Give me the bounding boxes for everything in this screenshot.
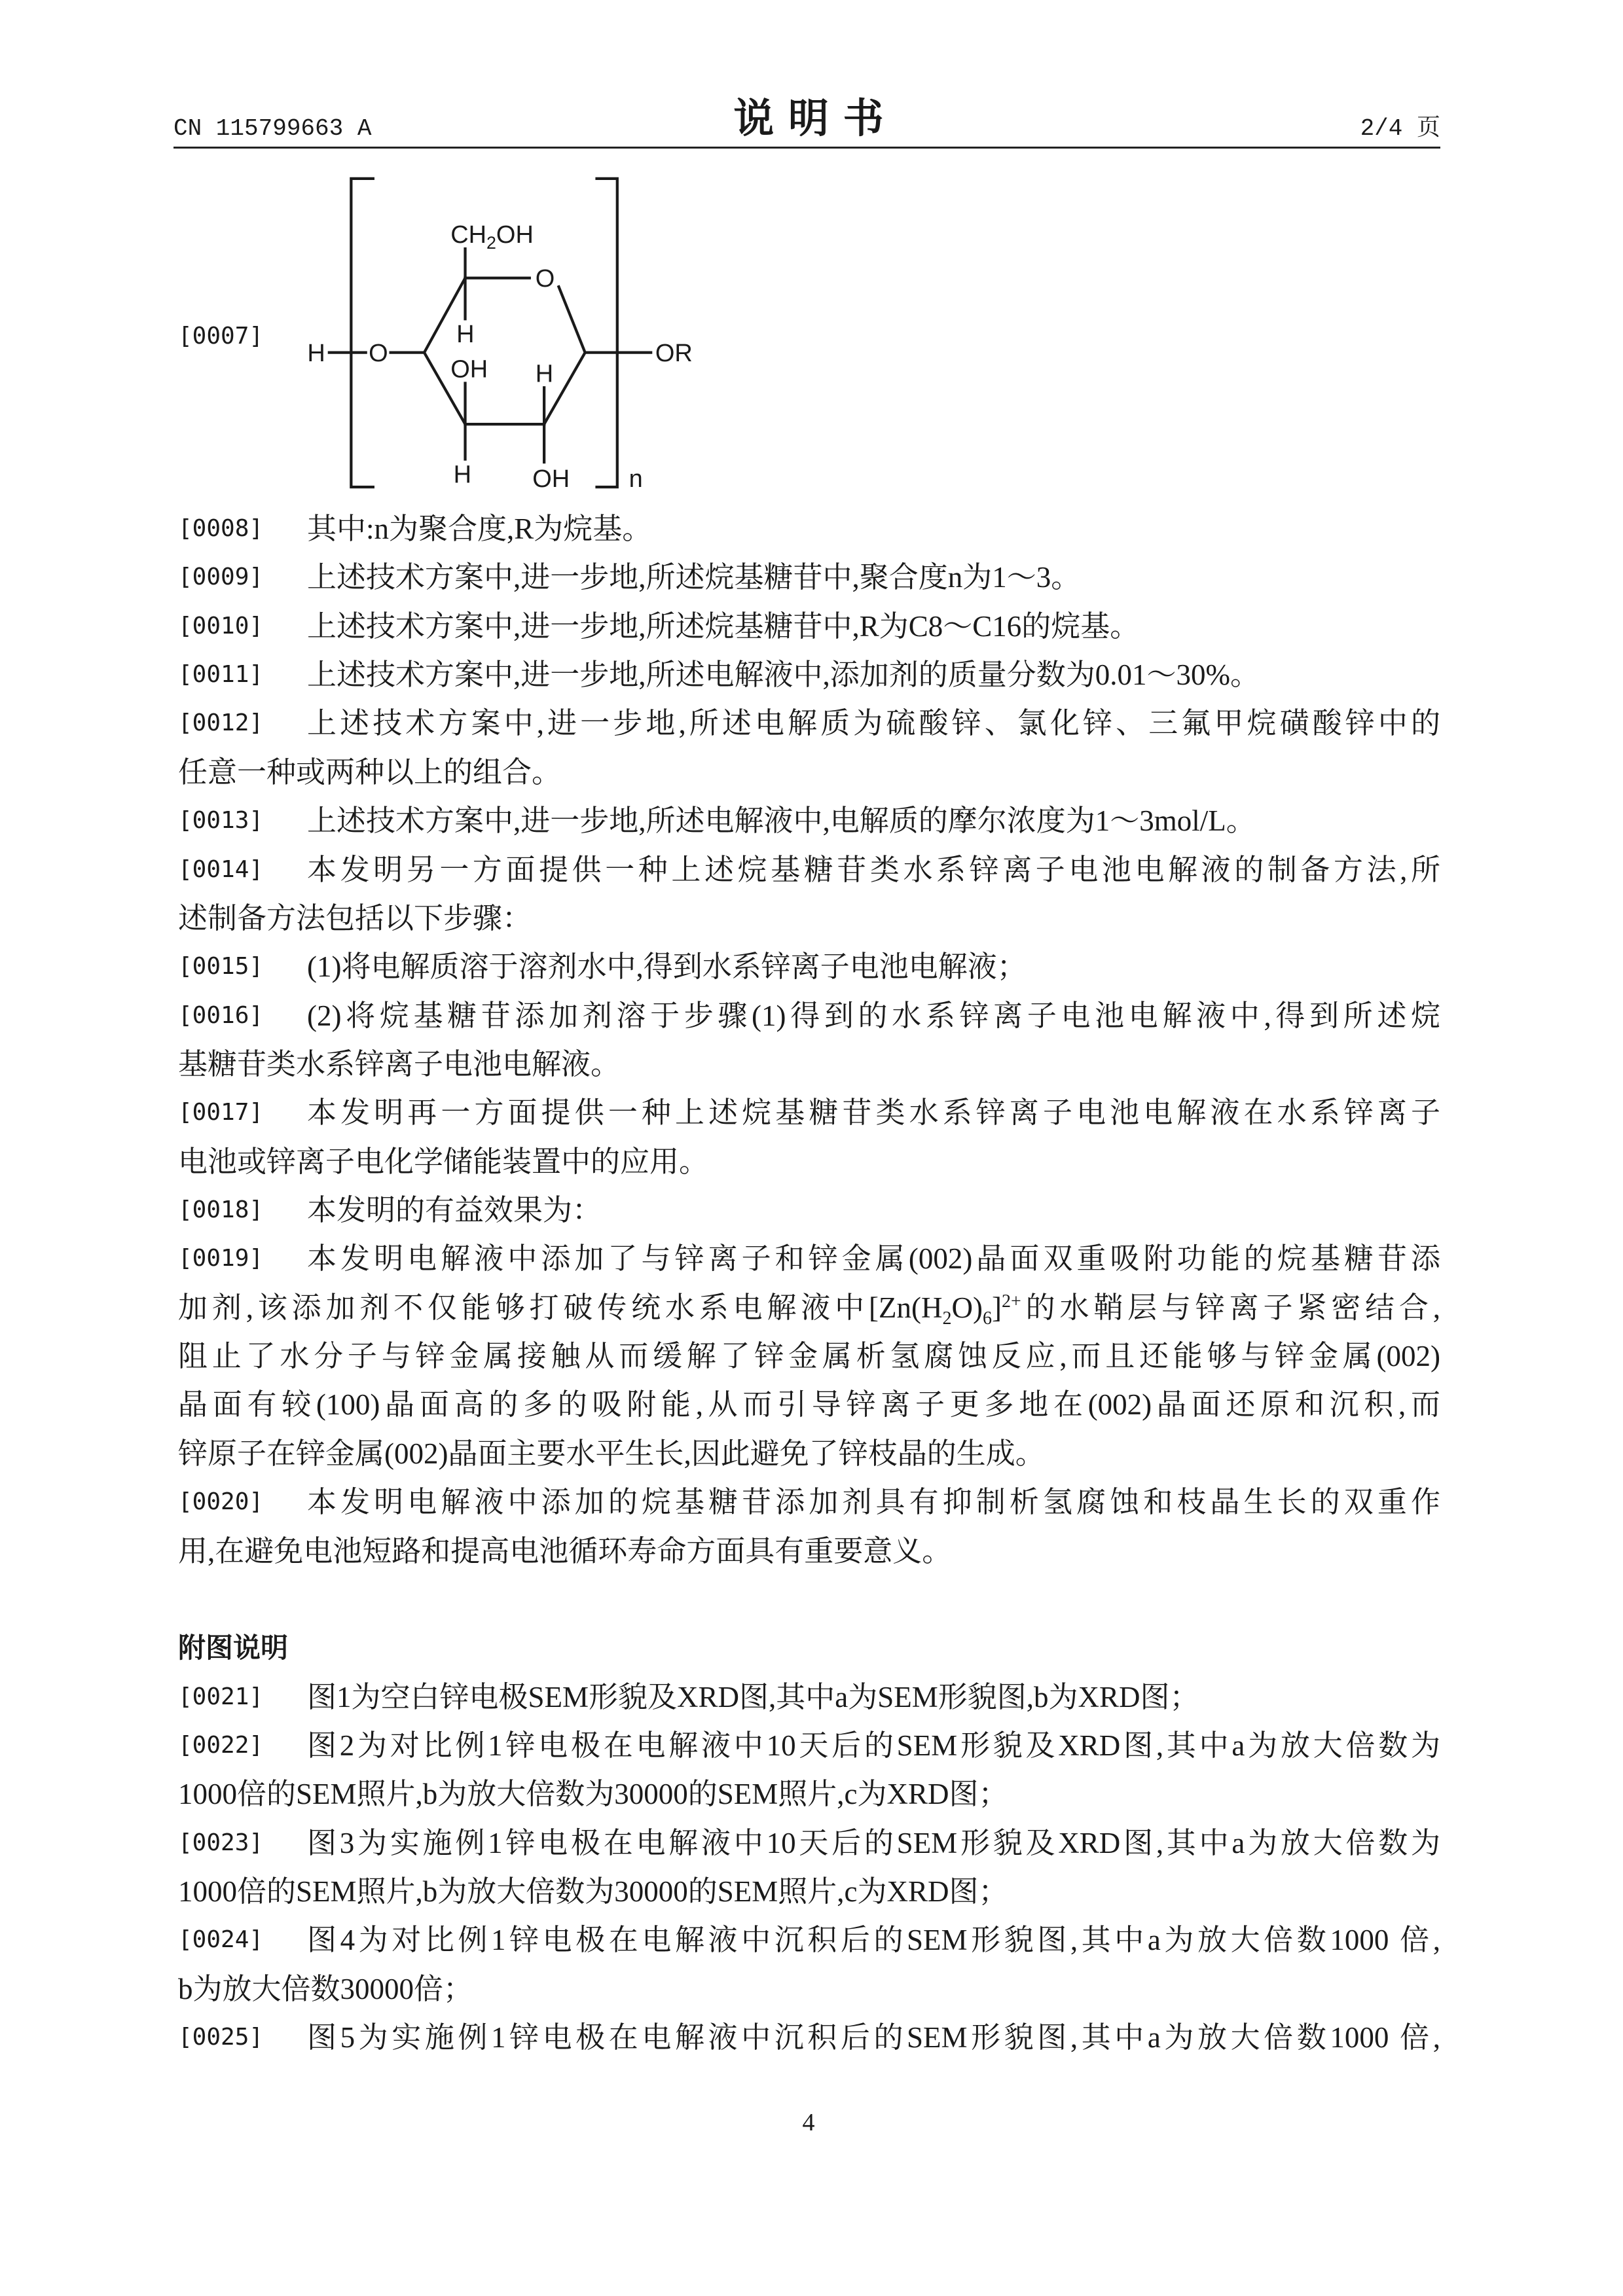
paragraph-0008 <box>178 505 1440 553</box>
paragraph-text-line: 本发明另一方面提供一种上述烷基糖苷类水系锌离子电池电解液的制备方法,所 <box>307 853 1440 886</box>
paragraph-0013 <box>178 797 1440 845</box>
paragraph-text-line: 上述技术方案中,进一步地,所述电解质为硫酸锌、氯化锌、三氟甲烷磺酸锌中的 <box>307 707 1440 740</box>
paragraph-number: [0018] <box>178 1196 264 1224</box>
header-divider <box>173 147 1440 149</box>
paragraph-0019 <box>178 1234 1440 1283</box>
paragraph-0014-continuation <box>178 894 1440 942</box>
zinc-complex-formula: $[Zn(H_2O)_6]^{2+}$ <box>869 1291 1021 1329</box>
paragraph-0015 <box>178 942 1440 991</box>
paragraph-text-line: (2)将烷基糖苷添加剂溶于步骤(1)得到的水系锌离子电池电解液中,得到所述烷 <box>307 999 1440 1032</box>
paragraph-text-line: 图4为对比例1锌电极在电解液中沉积后的SEM形貌图,其中a为放大倍数1000 倍, <box>307 1924 1440 1957</box>
paragraph-text-line: 图1为空白锌电极SEM形貌及XRD图,其中a为SEM形貌图,b为XRD图； <box>307 1680 1199 1713</box>
ring-bond <box>558 287 585 353</box>
c5-h-label: H <box>456 321 475 349</box>
paragraph-text-line: 本发明再一方面提供一种上述烷基糖苷类水系锌离子电池电解液在水系锌离子 <box>307 1096 1440 1130</box>
paragraph-number: [0019] <box>178 1245 264 1272</box>
paragraph-text-line-with-formula <box>178 1283 1440 1332</box>
paragraph-number: [0010] <box>178 612 264 639</box>
paragraph-text-line: 图2为对比例1锌电极在电解液中10天后的SEM形貌及XRD图,其中a为放大倍数为 <box>307 1729 1440 1762</box>
document-number: CN 115799663 A <box>173 115 372 142</box>
ch2oh-label: $CH_2OH$ <box>450 221 534 253</box>
paragraph-text-line: 上述技术方案中,进一步地,所述烷基糖苷中,R为C8～C16的烷基。 <box>307 609 1140 643</box>
paragraph-0010 <box>178 602 1440 651</box>
right-bracket <box>597 179 617 487</box>
paragraph-0017-continuation <box>178 1138 1440 1186</box>
paragraph-0017 <box>178 1088 1440 1137</box>
paragraph-text-line: b为放大倍数30000倍； <box>178 1972 473 2005</box>
document-title: 说 明 书 <box>733 94 884 142</box>
blank-line <box>178 1575 1440 1624</box>
paragraph-text-line: 基糖苷类水系锌离子电池电解液。 <box>178 1047 621 1081</box>
paragraph-text-line: 阻止了水分子与锌金属接触从而缓解了锌金属析氢腐蚀反应,而且还能够与锌金属(002) <box>178 1340 1440 1373</box>
paragraph-text-line: (1)将电解质溶于溶剂水中,得到水系锌离子电池电解液； <box>307 950 1027 984</box>
paragraph-number: [0016] <box>178 1001 264 1029</box>
figures-section-heading: 附图说明 <box>178 1632 289 1664</box>
ring-oxygen-label: O <box>535 265 555 293</box>
text-segment: 的水鞘层与锌离子紧密结合, <box>1021 1291 1440 1324</box>
paragraph-text-line: 上述技术方案中,进一步地,所述烷基糖苷中,聚合度n为1～3。 <box>307 561 1081 594</box>
paragraph-0012-continuation <box>178 748 1440 797</box>
paragraph-number: [0007] <box>178 323 264 350</box>
paragraph-0011 <box>178 651 1440 699</box>
paragraph-number: [0012] <box>178 709 264 737</box>
paragraph-text-line: 上述技术方案中,进一步地,所述电解液中,电解质的摩尔浓度为1～3mol/L。 <box>307 804 1256 838</box>
paragraph-0020-continuation <box>178 1527 1440 1575</box>
paragraph-number: [0025] <box>178 2024 264 2051</box>
paragraph-number: [0024] <box>178 1926 264 1954</box>
c3-h-label: H <box>453 461 472 489</box>
paragraph-number: [0017] <box>178 1099 264 1126</box>
paragraph-number: [0020] <box>178 1488 264 1516</box>
paragraph-text-line: 本发明电解液中添加的烷基糖苷添加剂具有抑制析氢腐蚀和枝晶生长的双重作 <box>307 1486 1440 1519</box>
c2-oh-label: OH <box>532 465 570 493</box>
figures-section-heading-row <box>178 1624 1440 1672</box>
paragraph-text-line: 用,在避免电池短路和提高电池循环寿命方面具有重要意义。 <box>178 1534 952 1568</box>
paragraph-text-line: 其中:n为聚合度,R为烷基。 <box>307 512 652 545</box>
paragraph-text-line: 本发明电解液中添加了与锌离子和锌金属(002)晶面双重吸附功能的烷基糖苷添 <box>307 1242 1440 1276</box>
paragraph-0024 <box>178 1916 1440 1964</box>
paragraph-text-line: 述制备方法包括以下步骤： <box>178 901 532 935</box>
alkyl-glycoside-structure <box>293 161 731 505</box>
paragraph-0009 <box>178 553 1440 601</box>
paragraph-text-line: 锌原子在锌金属(002)晶面主要水平生长,因此避免了锌枝晶的生成。 <box>178 1437 1045 1470</box>
paragraph-number: [0011] <box>178 661 264 689</box>
paragraph-0022 <box>178 1721 1440 1770</box>
paragraph-0020 <box>178 1478 1440 1526</box>
paragraph-0018 <box>178 1186 1440 1234</box>
paragraph-0019-continuation <box>178 1332 1440 1380</box>
c2-h-label: H <box>535 360 554 388</box>
paragraph-text-line: 1000倍的SEM照片,b为放大倍数为30000的SEM照片,c为XRD图； <box>178 1875 1008 1909</box>
paragraph-0019-continuation <box>178 1429 1440 1478</box>
paragraph-0012 <box>178 699 1440 747</box>
left-bracket <box>351 179 373 487</box>
c3-oh-label: OH <box>450 355 488 384</box>
text-segment: 加剂,该添加剂不仅能够打破传统水系电解液中 <box>178 1291 869 1324</box>
paragraph-text-line: 1000倍的SEM照片,b为放大倍数为30000的SEM照片,c为XRD图； <box>178 1778 1008 1811</box>
paragraph-0016-continuation <box>178 1040 1440 1088</box>
paragraph-0023 <box>178 1819 1440 1867</box>
terminal-h-label: H <box>307 340 325 368</box>
paragraph-0016 <box>178 992 1440 1040</box>
glycosidic-o-label: O <box>369 340 388 368</box>
paragraph-0019-continuation <box>178 1380 1440 1429</box>
repeat-count-label: n <box>629 465 643 493</box>
paragraph-text-line: 图3为实施例1锌电极在电解液中10天后的SEM形貌及XRD图,其中a为放大倍数为 <box>307 1826 1440 1859</box>
description-body <box>178 505 1440 2062</box>
paragraph-number: [0023] <box>178 1829 264 1856</box>
paragraph-text-line: 晶面有较(100)晶面高的多的吸附能,从而引导锌离子更多地在(002)晶面还原和沉积,而 <box>178 1388 1440 1422</box>
page-number: 4 <box>802 2109 815 2136</box>
paragraph-number: [0013] <box>178 807 264 834</box>
paragraph-text-line: 上述技术方案中,进一步地,所述电解液中,添加剂的质量分数为0.01～30%。 <box>307 658 1260 692</box>
paragraph-text-line: 电池或锌离子电化学储能装置中的应用。 <box>178 1145 709 1178</box>
paragraph-0014 <box>178 846 1440 894</box>
paragraph-0022-continuation <box>178 1770 1440 1818</box>
paragraph-text-line: 任意一种或两种以上的组合。 <box>178 755 562 789</box>
page-indicator: 2/4 页 <box>1360 115 1440 142</box>
paragraph-number: [0014] <box>178 855 264 883</box>
paragraph-text-line: 本发明的有益效果为： <box>307 1194 602 1227</box>
paragraph-number: [0021] <box>178 1683 264 1710</box>
paragraph-0025 <box>178 2013 1440 2062</box>
paragraph-number: [0015] <box>178 953 264 980</box>
paragraph-0019-continuation <box>178 1283 1440 1332</box>
paragraph-number: [0022] <box>178 1731 264 1759</box>
paragraph-text-line: 图5为实施例1锌电极在电解液中沉积后的SEM形貌图,其中a为放大倍数1000 倍, <box>307 2021 1440 2054</box>
paragraph-0024-continuation <box>178 1965 1440 2013</box>
paragraph-number: [0008] <box>178 515 264 542</box>
paragraph-0021 <box>178 1673 1440 1721</box>
paragraph-number: [0009] <box>178 564 264 591</box>
alkoxy-or-label: OR <box>655 340 693 368</box>
paragraph-0023-continuation <box>178 1867 1440 1916</box>
